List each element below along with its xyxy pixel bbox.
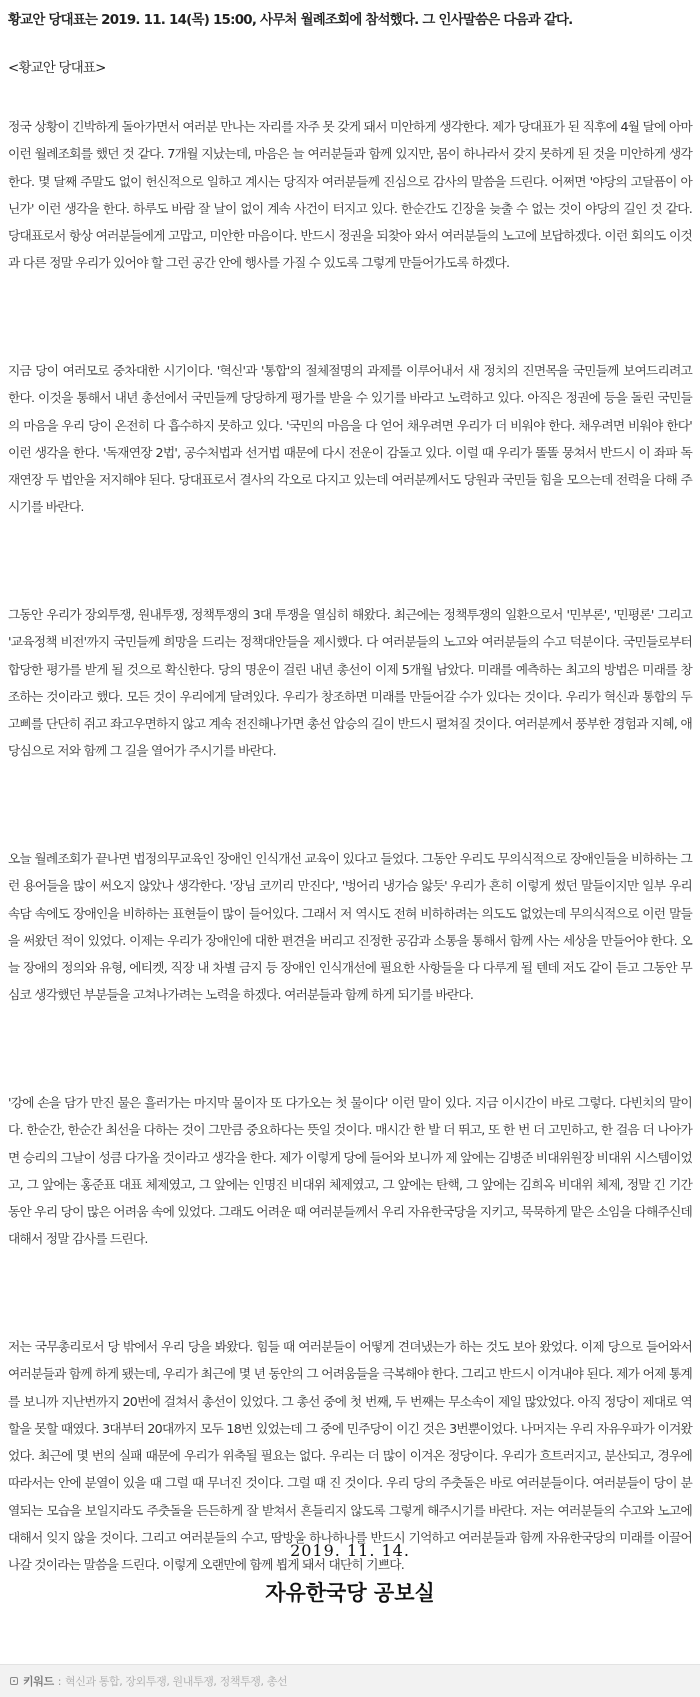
keywords-values: 혁신과 통합, 장외투쟁, 원내투쟁, 정책투쟁, 총선 [65,1675,288,1688]
speech-paragraph-5: '강에 손을 담가 만진 물은 흘러가는 마지막 물이자 또 다가오는 첫 물이다' 이런 말이 있다. 지금 이시간이 바로 그렇다. 다빈치의 말이다. 한순간, 한순간 최선을 다하는 것이 그만큼 중요하다는 뜻일 것이다. 매시간 한 발 더 뛰고, 또 한 번 더 고민하고, 한 걸음 더 나아가면 승리의 그날이 성큼 다가올 것이라고 생각을 한다. 제가 이렇게 당에 들어와 보니까 제 앞에는 김병준 비대위원장 비대위 시스템이었고, 그 앞에는 홍준표 대표 체제였고, 그 앞에는 인명진 비대위 체제였고, 그 앞에는 탄핵, 그 앞에는 김희옥 비대위 체제, 정말 긴 기간 동안 우리 당이 많은 어려움 속에 있었다. 그래도 어려운 때 여러분들께서 우리 자유한국당을 지키고, 묵묵하게 맡은 소임을 다해주신데 대해서 정말 감사를 드린다. [8,1095,692,1247]
keywords-separator: : [57,1674,61,1688]
signature-block [0,1540,700,1608]
keywords-bar [0,1664,700,1697]
intro-line: 황교안 당대표는 2019. 11. 14(목) 15:00, 사무처 월례조회에 참석했다. 그 인사말씀은 다음과 같다. [8,13,573,28]
speech-paragraph-3: 그동안 우리가 장외투쟁, 원내투쟁, 정책투쟁의 3대 투쟁을 열심히 해왔다. 최근에는 정책투쟁의 일환으로서 '민부론', '민평론' 그리고 '교육정책 비전'까지 국민들께 희망을 드리는 정책대안들을 제시했다. 다 여러분들의 노고와 여러분들의 수고 덕분이다. 국민들로부터 합당한 평가를 받게 될 것으로 확신한다. 당의 명운이 걸린 내년 총선이 이제 5개월 남았다. 미래를 예측하는 최고의 방법은 미래를 창조하는 것이라고 했다. 모든 것이 우리에게 달려있다. 우리가 창조하면 미래를 만들어갈 수가 있다는 것이다. 우리가 혁신과 통합의 두 고삐를 단단히 쥐고 좌고우면하지 않고 계속 전진해나가면 총선 압승의 길이 반드시 펼쳐질 것이다. 여러분께서 풍부한 경험과 지혜, 애당심으로 저와 함께 그 길을 열어가 주시기를 바란다. [8,607,692,759]
speech-paragraph-4: 오늘 월례조회가 끝나면 법정의무교육인 장애인 인식개선 교육이 있다고 들었다. 그동안 우리도 무의식적으로 장애인들을 비하하는 그런 용어들을 많이 써오지 않았나 생각한다. '장님 코끼리 만진다', '벙어리 냉가슴 앓듯' 우리가 흔히 이렇게 썼던 말들이지만 일부 우리 속담 속에도 장애인을 비하하는 표현들이 많이 들어있다. 그래서 저 역시도 전혀 비하하려는 의도도 없었는데 무의식적으로 이런 말들을 써왔던 적이 있었다. 이제는 우리가 장애인에 대한 편견을 버리고 진정한 공감과 소통을 통해서 함께 사는 세상을 만들어야 한다. 오늘 장애의 정의와 유형, 에티켓, 직장 내 차별 금지 등 장애인 인식개선에 필요한 사항들을 다 다루게 될 텐데 저도 같이 듣고 그동안 무심코 생각했던 부분들을 고쳐나가려는 노력을 하겠다. 여러분들과 함께 하게 되기를 바란다. [8,851,692,1003]
keywords-label: 키워드 [23,1675,54,1688]
speaker-label: <황교안 당대표> [8,61,106,76]
speech-paragraph-6: 저는 국무총리로서 당 밖에서 우리 당을 봐왔다. 힘들 때 여러분들이 어떻게 견뎌냈는가 하는 것도 보아 왔었다. 이제 당으로 들어와서 여러분들과 함께 하게 됐는데, 우리가 최근에 몇 년 동안의 그 어려움들을 극복해야 한다. 그리고 반드시 이겨내야 된다. 제가 어제 통계를 보니까 지난번까지 20번에 걸쳐서 총선이 있었다. 그 총선 중에 첫 번째, 두 번째는 무소속이 제일 많았었다. 아직 정당이 제대로 역할을 못할 때였다. 3대부터 20대까지 모두 18번 있었는데 그 중에 민주당이 이긴 것은 3번뿐이었다. 나머지는 우리 자유우파가 이겨왔었다. 최근에 몇 번의 실패 때문에 우리가 위축될 필요는 없다. 우리는 더 많이 이겨온 정당이다. 우리가 흐트러지고, 분산되고, 경우에 따라서는 안에 분열이 있을 때 그럴 때 무너진 것이다. 그럴 때 진 것이다. 우리 당의 주춧돌은 바로 여러분들이다. 여러분들이 당이 분열되는 모습을 보일지라도 주춧돌을 든든하게 잘 받쳐서 흔들리지 않도록 그렇게 해주시기를 바란다. 저는 여러분들의 수고와 노고에 대해서 잊지 않을 것이다. 그리고 여러분들의 수고, 땀방울 하나하나를 반드시 기억하고 여러분들과 함께 자유한국당의 미래를 이끌어나갈 것이라는 말씀을 드린다. 이렇게 오랜만에 함께 뵙게 돼서 대단히 기쁘다. [8,1339,692,1573]
press-release [8,10,692,1606]
issuing-office: 자유한국당 공보실 [265,1581,435,1605]
speech-paragraph-1: 정국 상황이 긴박하게 돌아가면서 여러분 만나는 자리를 자주 못 갖게 돼서 미안하게 생각한다. 제가 당대표가 된 직후에 4월 달에 아마 이런 월례조회를 했던 것 같다. 7개월 지났는데, 마음은 늘 여러분들과 함께 있지만, 몸이 하나라서 갖지 못하게 된 것을 미안하게 생각한다. 몇 달째 주말도 없이 헌신적으로 일하고 계시는 당직자 여러분들께 진심으로 감사의 말씀을 드린다. 어쩌면 '야당의 고달픔이 아닌가' 이런 생각을 한다. 하루도 바람 잘 날이 없이 계속 사건이 터지고 있다. 한순간도 긴장을 늦출 수 없는 것이 야당의 길인 것 같다. 당대표로서 항상 여러분들에게 고맙고, 미안한 마음이다. 반드시 정권을 되찾아 와서 여러분들의 노고에 보답하겠다. 이런 회의도 이것과 다른 정말 우리가 있어야 할 그런 공간 안에 행사를 가질 수 있도록 그렇게 만들어가도록 하겠다. [8,119,692,271]
speech-paragraph-2: 지금 당이 여러모로 중차대한 시기이다. '혁신'과 '통합'의 절체절명의 과제를 이루어내서 새 정치의 진면목을 국민들께 보여드리려고 한다. 이것을 통해서 내년 총선에서 국민들께 당당하게 평가를 받을 수 있기를 바라고 노력하고 있다. 아직은 정권에 등을 돌린 국민들의 마음을 우리 당이 온전히 다 흡수하지 못하고 있다. '국민의 마음을 다 얻어 채우려면 우리가 더 비워야 한다. 채우려면 비워야 한다' 이런 생각을 한다. '독재연장 2법', 공수처법과 선거법 때문에 다시 전운이 감돌고 있다. 이럴 때 우리가 똘똘 뭉쳐서 반드시 이 좌파 독재연장 두 법안을 저지해야 된다. 당대표로서 결사의 각오로 다지고 있는데 여러분께서도 당원과 국민들 힘을 모으는데 전력을 다해 주시기를 바란다. [8,363,692,515]
tag-icon [10,1677,18,1685]
release-date: 2019. 11. 14. [290,1541,410,1560]
